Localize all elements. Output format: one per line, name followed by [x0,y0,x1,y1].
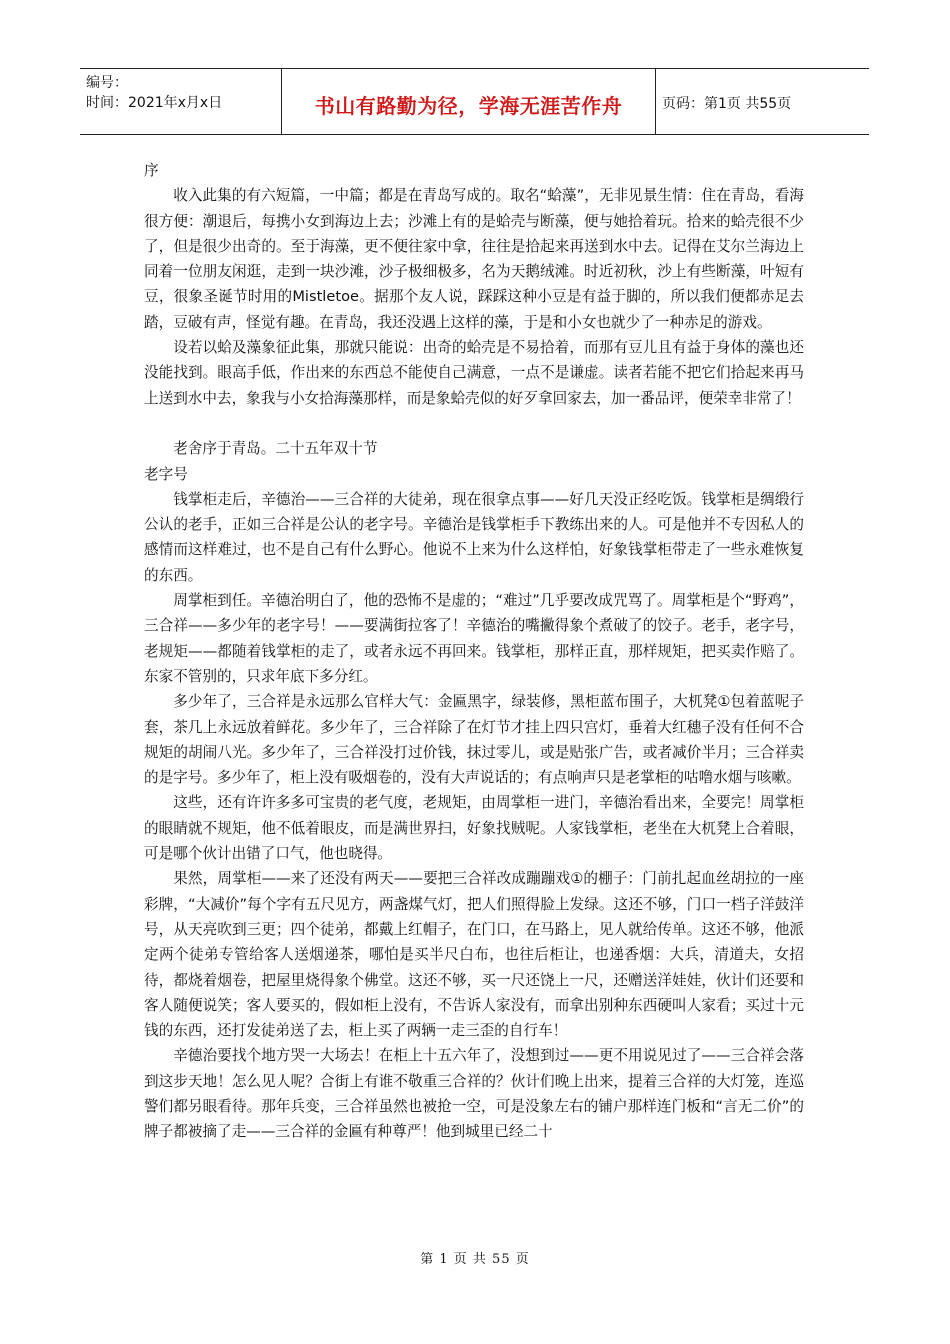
header-meta [80,69,282,134]
paragraph: 周掌柜到任。辛德治明白了，他的恐怖不是虚的；“难过”几乎要改成咒骂了。周掌柜是个“野鸡”，三合祥——多少年的老字号！——要满街拉客了！辛德治的嘴撇得象个煮破了的饺子。老手，老字号，老规矩——都随着钱掌柜的走了，或者永远不再回来。钱掌柜，那样正直，那样规矩，把买卖作赔了。东家不管别的，只求年底下多分红。 [144,592,804,685]
doc-time-label: 时间：2021年x月x日 [86,95,223,111]
header-page-info: 页码：第1页 共55页 [662,95,792,112]
paragraph: 多少年了，三合祥是永远那么官样大气：金匾黑字，绿装修，黑柜蓝布围子，大杌凳①包着蓝呢子套，茶几上永远放着鲜花。多少年了，三合祥除了在灯节才挂上四只宫灯，垂着大红穗子没有任何不合规矩的胡闹八光。多少年了，三合祥没打过价钱，抹过零儿，或是贴张广告，或者减价半月；三合祥卖的是字号。多少年了，柜上没有吸烟卷的，没有大声说话的；有点响声只是老掌柜的咕噜水烟与咳嗽。 [144,693,804,787]
doc-number-label: 编号： [86,75,128,91]
paragraph: 收入此集的有六短篇，一中篇；都是在青岛写成的。取名“蛤藻”，无非见景生情：住在青岛，看海很方便：潮退后，每携小女到海边上去；沙滩上有的是蛤壳与断藻，便与她拾着玩。拾来的蛤壳很不少了，但是很少出奇的。至于海藻，更不便往家中拿，往往是拾起来再送到水中去。记得在艾尔兰海边上同着一位朋友闲逛，走到一块沙滩，沙子极细极多，名为天鹅绒滩。时近初秋，沙上有些断藻，叶短有豆，很象圣诞节时用的Mistletoe。据那个友人说，踩踩这种小豆是有益于脚的，所以我们便都赤足去踏，豆破有声，怪觉有趣。在青岛，我还没遇上这样的藻，于是和小女也就少了一种赤足的游戏。 [144,187,804,331]
header-motto: 书山有路勤为径，学海无涯苦作舟 [282,69,656,134]
preface-title: 序 [144,162,159,179]
paragraph: 钱掌柜走后，辛德治——三合祥的大徒弟，现在很拿点事——好几天没正经吃饭。钱掌柜是绸缎行公认的老手，正如三合祥是公认的老字号。辛德治是钱掌柜手下教练出来的人。可是他并不专因私人的感情而这样难过，也不是自己有什么野心。他说不上来为什么这样怕，好象钱掌柜带走了一些永难恢复的东西。 [144,490,804,584]
paragraph: 辛德治要找个地方哭一大场去！在柜上十五六年了，没想到过——更不用说见过了——三合祥会落到这步天地！怎么见人呢？合街上有谁不敬重三合祥的？伙计们晚上出来，提着三合祥的大灯笼，连巡警们都另眼看待。那年兵变，三合祥虽然也被抢一空，可是没象左右的铺户那样连门板和“言无二价”的牌子都被摘了走——三合祥的金匾有种尊严！他到城里已经二十 [144,1047,804,1141]
paragraph: 设若以蛤及藻象征此集，那就只能说：出奇的蛤壳是不易拾着，而那有豆儿且有益于身体的藻也还没能找到。眼高手低，作出来的东西总不能使自己满意，一点不是谦虚。读者若能不把它们拾起来再马上送到水中去，象我与小女拾海藻那样，而是象蛤壳似的好歹拿回家去，加一番品评，便荣幸非常了！ [144,339,804,407]
story-title: 老字号 [144,465,188,483]
preface-signature: 老舍序于青岛。二十五年双十节 [173,440,378,458]
document-body [144,158,804,1145]
paragraph: 这些，还有许许多多可宝贵的老气度，老规矩，由周掌柜一进门，辛德治看出来，全要完！周掌柜的眼睛就不规矩，他不低着眼皮，而是满世界扫，好象找贼呢。人家钱掌柜，老坐在大杌凳上合着眼，可是哪个伙计出错了口气，他也晓得。 [144,794,804,863]
paragraph: 果然，周掌柜——来了还没有两天——要把三合祥改成蹦蹦戏①的棚子：门前扎起血丝胡拉的一座彩牌，“大减价”每个字有五尺见方，两盏煤气灯，把人们照得脸上发绿。这还不够，门口一档子洋鼓洋号，从天亮吹到三更；四个徒弟，都戴上红帽子，在门口，在马路上，见人就给传单。这还不够，他派定两个徒弟专管给客人送烟递茶，哪怕是买半尺白布，也往后柜让，也递香烟：大兵，清道夫，女招待，都烧着烟卷，把屋里烧得象个佛堂。这还不够，买一尺还饶上一尺，还赠送洋娃娃，伙计们还要和客人随便说笑；客人要买的，假如柜上没有，不告诉人家没有，而拿出别种东西硬叫人家看；买过十元钱的东西，还打发徒弟送了去，柜上买了两辆一走三歪的自行车！ [144,870,804,1040]
document-header [80,68,869,135]
page-footer: 第 1 页 共 55 页 [420,1252,530,1267]
blank-line [144,411,804,436]
